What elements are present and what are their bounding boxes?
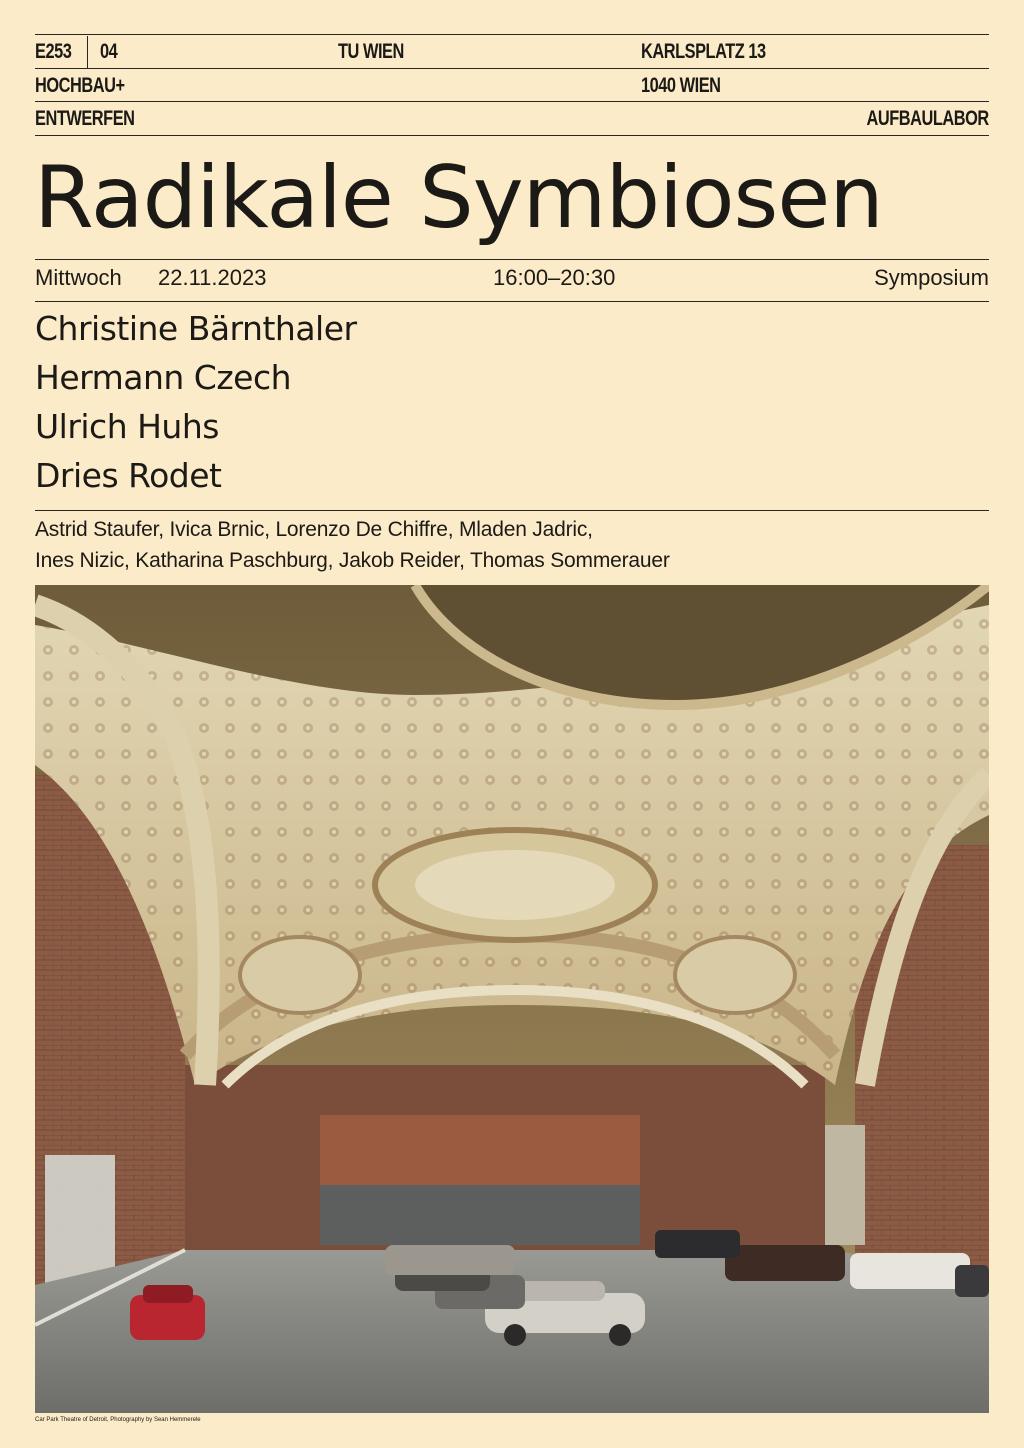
speaker-name: Ulrich Huhs [35, 407, 219, 446]
lab-name: AUFBAULABOR [866, 107, 989, 130]
photo-caption: Car Park Theatre of Detroit, Photography by Sean Hemmerele [35, 1417, 201, 1423]
course-number: 04 [100, 40, 118, 63]
header-rule-top [35, 34, 989, 35]
guests-line2: Ines Nizic, Katharina Paschburg, Jakob Reider, Thomas Sommerauer [35, 549, 670, 572]
guests-line1: Astrid Staufer, Ivica Brnic, Lorenzo De Chiffre, Mladen Jadric, [35, 518, 593, 541]
event-type: Symposium [874, 265, 989, 290]
event-date: 22.11.2023 [158, 265, 267, 290]
event-rule-top [35, 259, 989, 260]
header-rule-2 [35, 68, 989, 69]
institute-line2: ENTWERFEN [35, 107, 135, 130]
header-divider [87, 36, 88, 68]
speakers-rule [35, 510, 989, 511]
page-title: Radikale Symbiosen [34, 148, 883, 248]
speaker-name: Christine Bärnthaler [35, 309, 357, 348]
university-name: TU WIEN [338, 40, 404, 63]
address-line2: 1040 WIEN [641, 74, 721, 97]
course-code: E253 [35, 40, 72, 63]
event-rule-bottom [35, 301, 989, 302]
speaker-name: Dries Rodet [35, 456, 222, 495]
header-rule-3 [35, 101, 989, 102]
address-line1: KARLSPLATZ 13 [641, 40, 766, 63]
theatre-car-park-photo [35, 585, 989, 1413]
institute-line1: HOCHBAU+ [35, 74, 125, 97]
speaker-name: Hermann Czech [35, 358, 292, 397]
header-rule-4 [35, 135, 989, 136]
event-time: 16:00–20:30 [493, 265, 616, 290]
event-day: Mittwoch [35, 265, 122, 290]
